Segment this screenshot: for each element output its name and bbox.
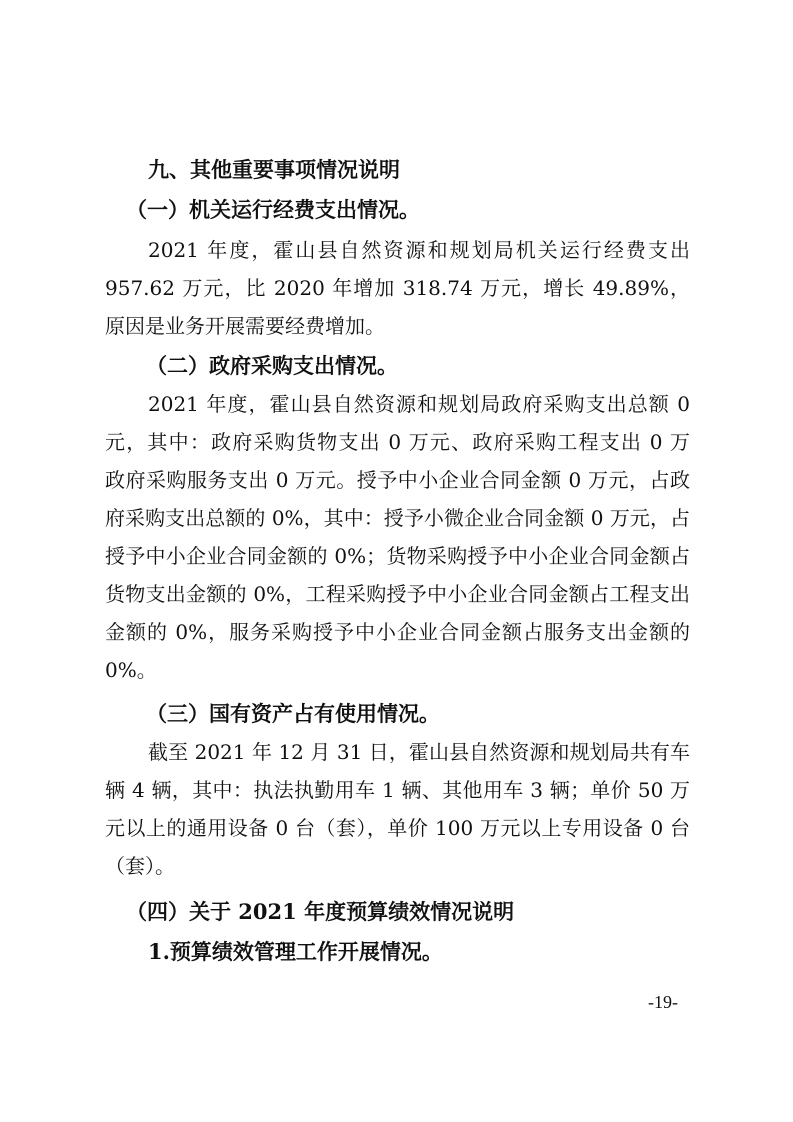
paragraph-line: 授予中小企业合同金额的 0%；货物采购授予中小企业合同金额占 <box>105 544 690 568</box>
paragraph-line: 原因是业务开展需要经费增加。 <box>105 314 385 338</box>
paragraph-line: 元以上的通用设备 0 台（套），单价 100 万元以上专用设备 0 台 <box>105 816 690 840</box>
subsection-title-3: （三）国有资产占有使用情况。 <box>146 701 440 726</box>
paragraph-line: 辆 4 辆，其中：执法执勤用车 1 辆、其他用车 3 辆；单价 50 万 <box>105 778 690 802</box>
paragraph-line: 府采购支出总额的 0%，其中：授予小微企业合同金额 0 万元，占 <box>105 506 690 530</box>
paragraph-line: 截至 2021 年 12 月 31 日，霍山县自然资源和规划局共有车 <box>148 740 690 764</box>
subsection-title-4: （四）关于 2021 年度预算绩效情况说明 <box>126 899 515 924</box>
paragraph-line: 金额的 0%，服务采购授予中小企业合同金额占服务支出金额的 <box>105 620 690 644</box>
paragraph-line: 政府采购服务支出 0 万元。授予中小企业合同金额 0 万元，占政 <box>105 468 690 492</box>
paragraph-line: （套）。 <box>105 854 175 878</box>
paragraph-line: 货物支出金额的 0%，工程采购授予中小企业合同金额占工程支出 <box>105 582 690 606</box>
paragraph-line: 2021 年度，霍山县自然资源和规划局政府采购支出总额 0 <box>148 392 690 416</box>
subsection-subtitle: 1.预算绩效管理工作开展情况。 <box>148 939 443 964</box>
subsection-title-1: （一）机关运行经费支出情况。 <box>126 197 420 222</box>
paragraph-line: 2021 年度，霍山县自然资源和规划局机关运行经费支出 <box>148 238 690 262</box>
paragraph-line: 0%。 <box>105 658 157 682</box>
subsection-title-2: （二）政府采购支出情况。 <box>146 353 398 378</box>
paragraph-line: 957.62 万元，比 2020 年增加 318.74 万元，增长 49.89%， <box>105 276 690 300</box>
page-number: -19- <box>648 992 678 1012</box>
paragraph-line: 元，其中：政府采购货物支出 0 万元、政府采购工程支出 0 万 <box>105 430 690 454</box>
section-heading: 九、其他重要事项情况说明 <box>148 157 400 182</box>
